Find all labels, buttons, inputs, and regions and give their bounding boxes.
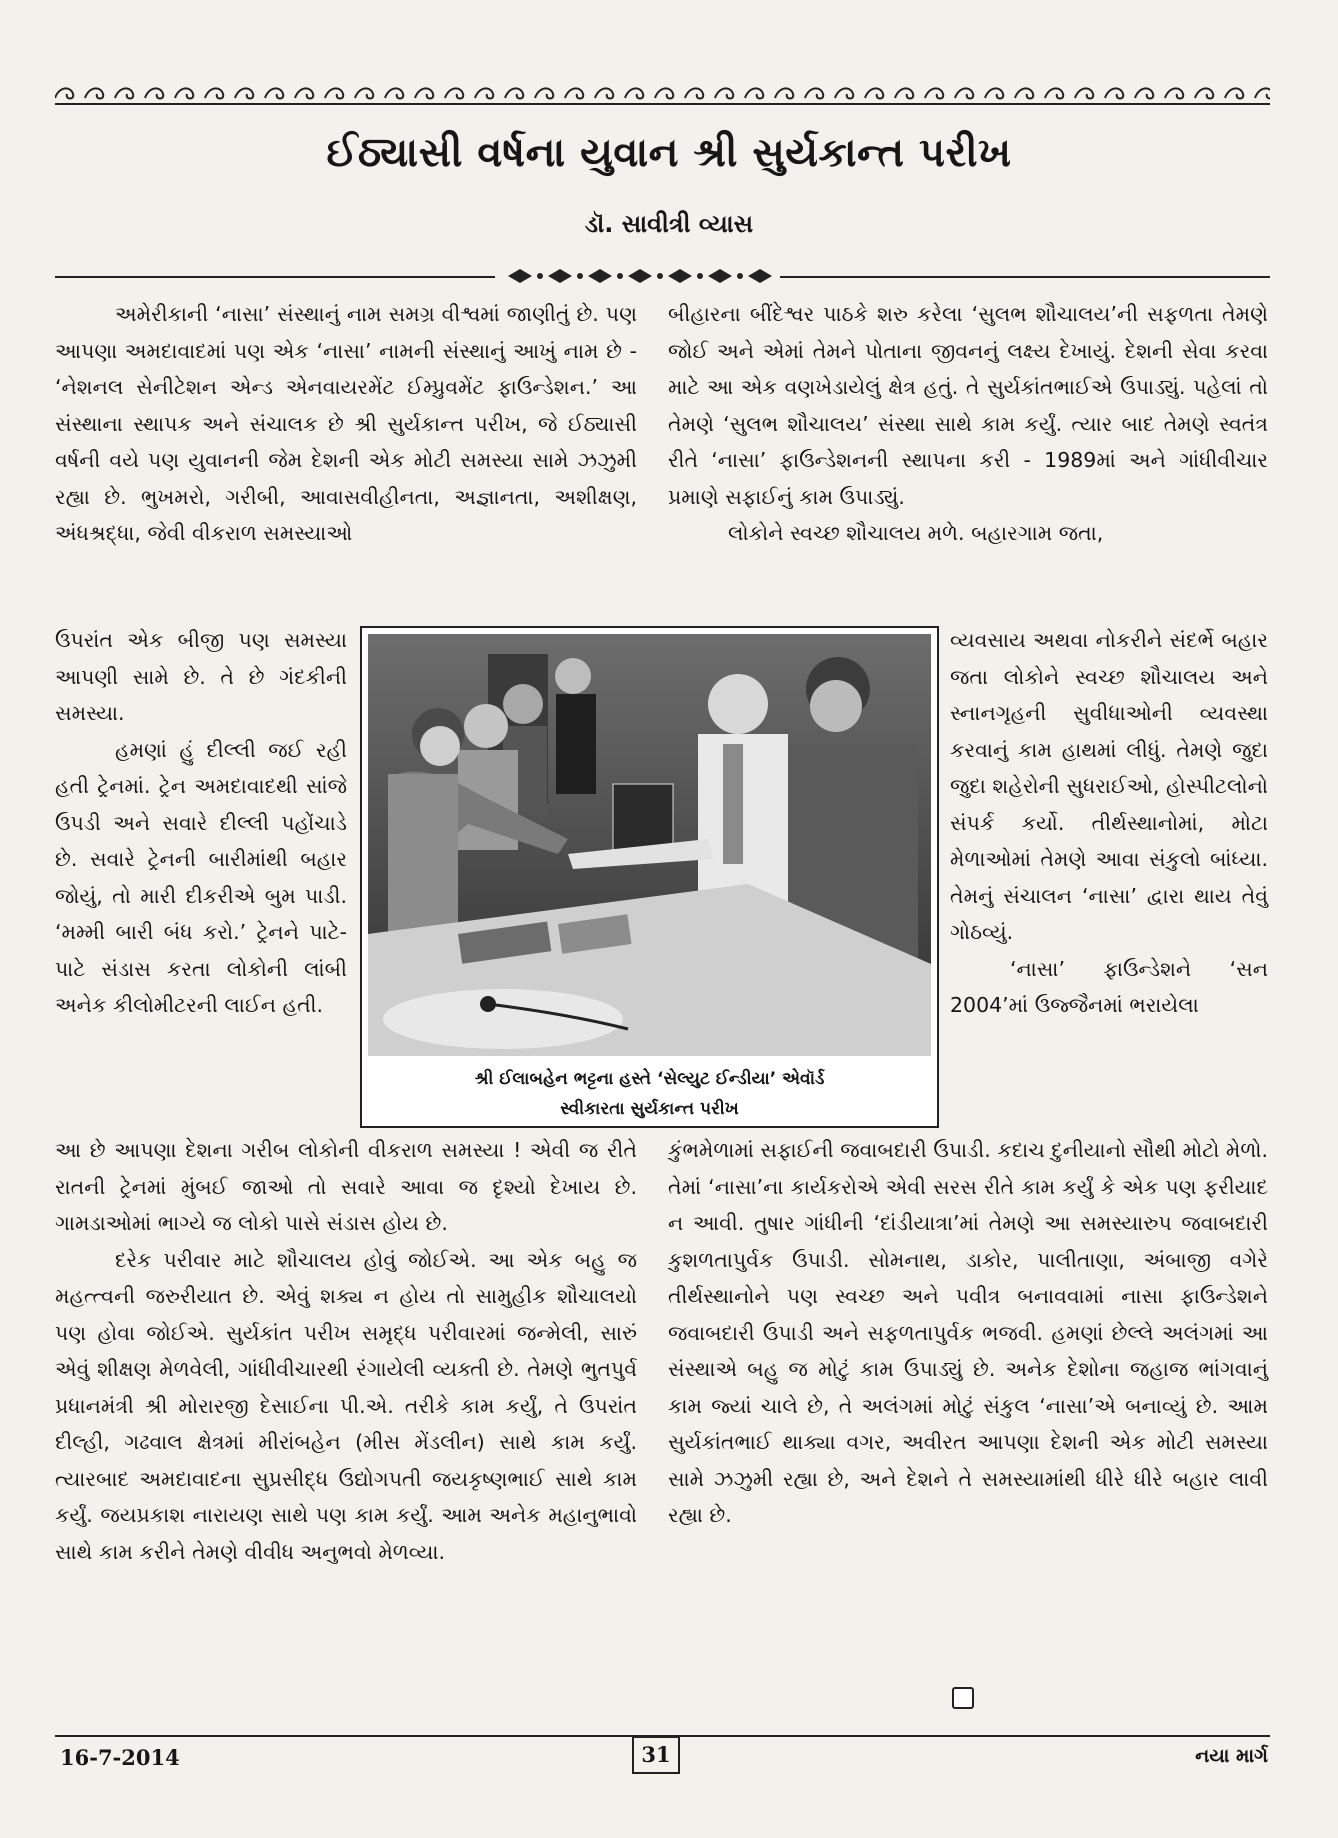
article-author: ડૉ. સાવીત્રી વ્યાસ [584,210,754,238]
paragraph: ‘નાસા’ ફાઉન્ડેશને ‘સન 2004’માં ઉજ્જૈનમાં ભરાયેલા [950,956,1268,1017]
article-title: ઈઠ્યાસી વર્ષના યુવાન શ્રી સુર્યકાન્ત પરીખ [326,130,1012,176]
separator-line-left [55,276,495,278]
caption-line: સ્વીકારતા સુર્યકાન્ત પરીખ [560,1099,739,1119]
photo-box [360,626,939,1128]
photo-caption [362,1064,937,1124]
footer-date: 16-7-2014 [60,1745,180,1770]
paragraph: કુંભમેળામાં સફાઈની જવાબદારી ઉપાડી. કદાચ દુનીયાનો સૌથી મોટો મેળો. તેમાં ‘નાસા’ના કાર્યકરોએ એવી સરસ રીતે કામ કર્યું કે એક પણ ફરીયાદ ન આવી. તુષાર ગાંધીની ‘દાંડીયાત્રા’માં તેમણે આ સમસ્યારુપ જવાબદારી કુશળતાપુર્વક ઉપાડી. સોમનાથ, ડાકોર, પાલીતાણા, અંબાજી વગેરે તીર્થસ્થાનોને પણ સ્વચ્છ અને પવીત્ર બનાવવામાં નાસા ફાઉન્ડેશને જવાબદારી ઉપાડી અને સફળતાપુર્વક ભજવી. હમણાં છેલ્લે અલંગમાં આ સંસ્થાએ બહુ જ મોટું કામ ઉપાડ્યું છે. અનેક દેશોના જહાજ ભાંગવાનું કામ જ્યાં ચાલે છે, તે અલંગમાં મોટું સંકુલ ‘નાસા’એ બનાવ્યું છે. આમ સુર્યકાંતભાઈ થાક્યા વગર, અવીરત આપણા દેશની એક મોટી સમસ્યા સામે ઝઝુમી રહ્યા છે, અને દેશને તે સમસ્યામાંથી ધીરે ધીરે બહાર લાવી રહ્યા છે. [668,1138,1268,1527]
paragraph: બીહારના બીંદેશ્વર પાઠકે શરુ કરેલા ‘સુલભ શૌચાલય’ની સફળતા તેમણે જોઈ અને એમાં તેમને પોતાના જીવનનું લક્ષ્ય દેખાયું. દેશની સેવા કરવા માટે આ એક વણખેડાયેલું ક્ષેત્ર હતું. તે સુર્યકાંતભાઈએ ઉપાડ્યું. પહેલાં તો તેમણે ‘સુલભ શૌચાલય’ સંસ્થા સાથે કામ કર્યું. ત્યાર બાદ તેમણે સ્વતંત્ર રીતે ‘નાસા’ ફાઉન્ડેશનની સ્થાપના કરી - 1989માં અને ગાંધીવીચાર પ્રમાણે સફાઈનું કામ ઉપાડ્યું. [668,302,1268,509]
paragraph: હમણાં હું દીલ્લી જઈ રહી હતી ટ્રેનમાં. ટ્રેન અમદાવાદથી સાંજે ઉપડી અને સવારે દીલ્લી પહોંચાડે છે. સવારે ટ્રેનની બારીમાંથી બહાર જોયું, તો મારી દીકરીએ બુમ પાડી. ‘મમ્મી બારી બંધ કરો.’ ટ્રેનને પાટે-પાટે સંડાસ કરતા લોકોની લાંબી અનેક કીલોમીટરની લાઈન હતી. [55,737,347,1017]
end-of-article-mark [952,1687,974,1709]
left-column-top [55,296,637,552]
paragraph: દરેક પરીવાર માટે શૌચાલય હોવું જોઈએ. આ એક બહુ જ મહત્ત્વની જરુરીયાત છે. એવું શક્ય ન હોય તો સામુહીક શૌચાલયો પણ હોવા જોઈએ. સુર્યકાંત પરીખ સમૃદ્ધ પરીવારમાં જન્મેલી, સારું એવું શીક્ષણ મેળવેલી, ગાંધીવીચારથી રંગાયેલી વ્યક્તી છે. તેમણે ભુતપુર્વ પ્રધાનમંત્રી શ્રી મોરારજી દેસાઈના પી.એ. તરીકે કામ કર્યું, તે ઉપરાંત દીલ્હી, ગઢવાલ ક્ષેત્રમાં મીરાંબહેન (મીસ મેંડલીન) સાથે કામ કર્યું. ત્યારબાદ અમદાવાદના સુપ્રસીદ્ધ ઉદ્યોગપતી જયકૃષ્ણભાઈ સાથે કામ કર્યું. જયપ્રકાશ નારાયણ સાથે પણ કામ કર્યું. આમ અનેક મહાનુભાવો સાથે કામ કરીને તેમણે વીવીધ અનુભવો મેળવ્યા. [55,1247,637,1564]
magazine-name: નયા માર્ગ [1195,1745,1268,1767]
caption-line: શ્રી ઈલાબહેન ભટ્ટના હસ્તે ‘સેલ્યુટ ઈન્ડીયા’ એવૉર્ડ [474,1069,825,1089]
award-ceremony-photo [368,634,931,1056]
separator-ornament [498,263,778,289]
paragraph: ઉપરાંત એક બીજી પણ સમસ્યા આપણી સામે છે. તે છે ગંદકીની સમસ્યા. [55,628,347,725]
separator-line-right [780,276,1270,278]
top-ornament-border [55,82,1270,110]
paragraph: લોકોને સ્વચ્છ શૌચાલય મળે. બહારગામ જતા, [728,521,1104,545]
page-number: 31 [632,1736,680,1774]
right-column-top [668,296,1268,552]
left-column-bottom [55,1132,637,1570]
paragraph: વ્યવસાય અથવા નોકરીને સંદર્ભે બહાર જતા લોકોને સ્વચ્છ શૌચાલય અને સ્નાનગૃહની સુવીધાઓની વ્યવસ્થા કરવાનું કામ હાથમાં લીધું. તેમણે જુદા જુદા શહેરોની સુધરાઈઓ, હોસ્પીટલોનો સંપર્ક કર્યો. તીર્થસ્થાનોમાં, મોટા મેળાઓમાં તેમણે આવા સંકુલો બાંધ્યા. તેમનું સંચાલન ‘નાસા’ દ્વારા થાય તેવું ગોઠવ્યું. [950,628,1268,944]
paragraph: આ છે આપણા દેશના ગરીબ લોકોની વીકરાળ સમસ્યા ! એવી જ રીતે રાતની ટ્રેનમાં મુંબઈ જાઓ તો સવારે આવા જ દૃશ્યો દેખાય છે. ગામડાઓમાં ભાગ્યે જ લોકો પાસે સંડાસ હોય છે. [55,1138,637,1235]
paragraph: અમેરીકાની ‘નાસા’ સંસ્થાનું નામ સમગ્ર વીશ્વમાં જાણીતું છે. પણ આપણા અમદાવાદમાં પણ એક ‘નાસા’ નામની સંસ્થાનું આખું નામ છે - ‘નેશનલ સેનીટેશન એન્ડ એનવાયરમેંટ ઈમ્પ્રુવમેંટ ફાઉન્ડેશન.’ આ સંસ્થાના સ્થાપક અને સંચાલક છે શ્રી સુર્યકાન્ત પરીખ, જે ઈઠ્યાસી વર્ષની વયે પણ યુવાનની જેમ દેશની એક મોટી સમસ્યા સામે ઝઝુમી રહ્યા છે. ભુખમરો, ગરીબી, આવાસવીહીનતા, અજ્ઞાનતા, અશીક્ષણ, અંધશ્રદ્ધા, જેવી વીકરાળ સમસ્યાઓ [55,302,637,545]
right-column-bottom [668,1132,1268,1534]
left-column-wrap [55,622,347,1024]
right-column-wrap [950,622,1268,1024]
